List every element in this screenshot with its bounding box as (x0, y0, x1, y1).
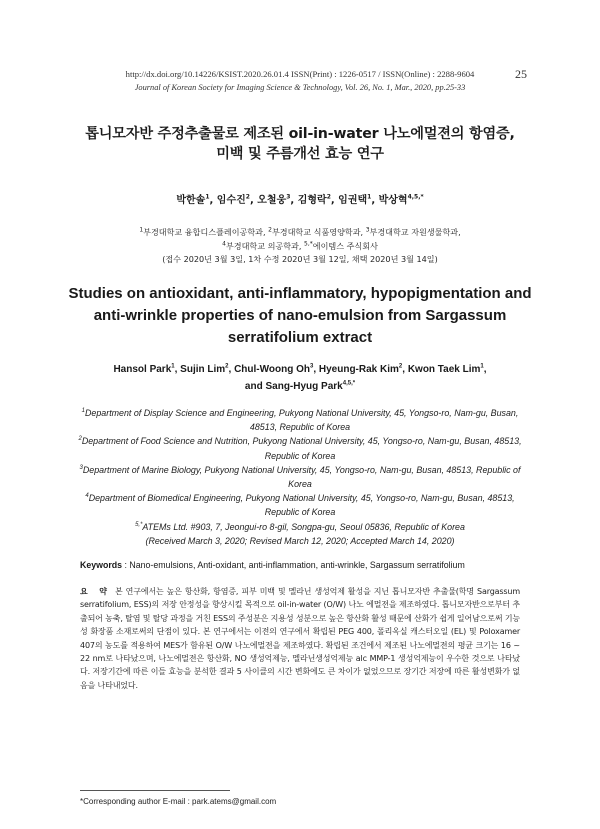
affiliation (70, 406, 530, 434)
corresponding-author-footnote: *Corresponding author E-mail : park.atems@gmail.com (80, 797, 277, 806)
doi-issn-line: http://dx.doi.org/10.14226/KSIST.2020.26.01.4 ISSN(Print) : 1226-0517 / ISSN(Online) : 2288-9604 (125, 69, 475, 79)
author-sup: 1 (205, 193, 210, 201)
author-name: 김형락 (297, 195, 327, 206)
keywords-label: Keywords (80, 560, 123, 570)
korean-affiliation-line (60, 226, 540, 240)
author-sup: 1 (480, 363, 484, 370)
aff-sup: 1 (139, 226, 144, 234)
aff-sup: 1 (81, 408, 86, 415)
affiliation-text: 부경대학교 의공학과, (225, 240, 305, 251)
author-sup: 2 (398, 363, 403, 370)
korean-title-line: 미백 및 주름개선 효능 연구 (216, 146, 384, 162)
author-sup: 3 (309, 363, 314, 370)
keywords-text: : Nano-emulsions, Anti-oxidant, anti-inflammation, anti-wrinkle, Sargassum serratifolium (122, 560, 465, 570)
author-sup: 1 (171, 363, 175, 370)
aff-sup: 3 (365, 226, 370, 234)
author-name: Sujin Lim (180, 364, 226, 375)
author-name: 오철웅 (257, 195, 287, 206)
aff-sup: 5,* (135, 521, 143, 528)
author-name: 임수진 (216, 195, 246, 206)
aff-sup: 2 (268, 226, 272, 234)
author-sup: 4,5,* (407, 193, 424, 201)
author-sup: 2 (326, 193, 331, 201)
page-number: 25 (515, 67, 527, 81)
english-dates: (Received March 3, 2020; Revised March 12, 2020; Accepted March 14, 2020) (145, 535, 455, 546)
korean-title (60, 124, 540, 164)
author-sup: 2 (245, 193, 250, 201)
affiliation-text: Department of Food Science and Nutrition, Pukyong National University, 45, Yongso-ro, Nam-gu, Busan, 48513, Republic of Korea (81, 436, 522, 461)
affiliation-text: 부경대학교 자원생물학과, (369, 227, 461, 237)
abstract-label: 요 약 (80, 587, 111, 596)
footnote-divider (80, 790, 230, 791)
english-affiliations (70, 406, 530, 548)
journal-citation-line: Journal of Korean Society for Imaging Science & Technology, Vol. 26, No. 1, Mar., 2020, pp.25-33 (134, 83, 466, 92)
author-name: Kwon Taek Lim (407, 364, 481, 375)
english-title-line: Studies on antioxidant, anti-inflammatory, hypopigmentation and (68, 285, 532, 302)
author-name: Hyeung-Rak Kim (318, 364, 399, 375)
author-name: and Sang-Hyug Park (244, 381, 343, 392)
affiliation-text: Department of Biomedical Engineering, Pukyong National University, 45, Yongso-ro, Nam-gu, Busan, 48513, Republic of Korea (88, 493, 515, 518)
aff-sup: 3 (79, 464, 83, 471)
affiliation-text: Department of Marine Biology, Pukyong National University, 45, Yongso-ro, Nam-gu, Busan, 48513, Republic of Korea (82, 464, 521, 490)
english-title-line: serratifolium extract (227, 329, 373, 346)
abstract (80, 585, 520, 692)
author-sup: 4,5,* (342, 380, 356, 387)
korean-affiliations (60, 226, 540, 267)
affiliation-text: 에이템스 주식회사 (312, 240, 378, 251)
affiliation-text: Department of Display Science and Engineering, Pukyong National University, 45, Yongso-ro, Nam-gu, Busan, 48513, Republic of Korea (85, 408, 519, 433)
author-sup: 2 (225, 363, 229, 370)
aff-sup: 5,* (304, 239, 313, 247)
author-name: Hansol Park (113, 364, 172, 375)
affiliation-text: 부경대학교 융합디스플레이공학과, (143, 227, 269, 237)
keywords (80, 560, 520, 570)
author-name: 박상혁 (378, 195, 408, 206)
affiliation (70, 463, 530, 491)
english-title (60, 283, 540, 349)
author-name: Chul-Woong Oh (234, 364, 310, 375)
affiliation (70, 491, 530, 519)
author-sup: 1 (367, 193, 372, 201)
aff-sup: 4 (222, 239, 226, 247)
author-name: 임권택 (338, 195, 368, 206)
affiliation (70, 434, 530, 462)
korean-affiliation-line (60, 240, 540, 254)
author-name: 박한솔 (176, 195, 206, 206)
abstract-text: 본 연구에서는 높은 항산화, 항염증, 피부 미백 및 멜라닌 생성억제 활성을 지닌 톱니모자반 추출물(학명 Sargassum serratifolium, ESS)의 저장 안정성을 향상시킬 목적으로 oil-in-water (O/W) 나노 에멀젼을 제조하였다. 톱니모자반으로부터 추출되어 농축, 탈염 및 탈당 과정을 거친 ESS의 주성분은 지용성 성분으로 높은 항산화 활성 때문에 산화가 쉽게 일어남으로써 기능성 화장품 소재로써의 단점이 있다. 본 연구에서는 이전의 연구에서 확립된 PEG 400, 폴리옥실 캐스터오일 (EL) 및 Poloxamer 407의 농도를 적용하여 MES가 함유된 O/W 나노에멀젼을 제조하였다. 확립된 조건에서 제조된 나노에멀젼의 평균 크기는 16 ~ 22 nm로 나타났으며, 나노에멀젼은 항산화, NO 생성억제능, 멜라닌생성억제능 alc MMP-1 생성억제능이 우수한 것으로 나타났다. 저장기간에 따른 이들 효능을 분석한 결과 5 사이클의 시간 변화에도 큰 차이가 없었으므로 장기간 저장에 따른 활성변화가 없음을 나타내었다. (80, 587, 520, 690)
aff-sup: 2 (78, 436, 82, 443)
affiliation-text: 부경대학교 식품영양학과, (271, 227, 366, 237)
korean-dates: (접수 2020년 3월 3일, 1차 수정 2020년 3월 12일, 채택 2020년 3월 14일) (162, 254, 438, 264)
korean-title-line: 톱니모자반 주정추출물로 제조된 oil-in-water 나노에멀젼의 항염증, (85, 126, 515, 142)
affiliation-text: ATEMs Ltd. #903, 7, Jeongui-ro 8-gil, Songpa-gu, Seoul 05836, Republic of Korea (142, 521, 465, 532)
korean-authors: 박한솔$^1$, 임수진$^2$, 오철웅$^3$, 김형락$^2$, 임권택$^1$, 박상혁$^{4,5,*}$ (176, 193, 424, 206)
affiliation (70, 520, 530, 534)
english-authors: Hansol Park$^1$, Sujin Lim$^2$, Chul-Woong Oh$^3$, Hyeung-Rak Kim$^2$, Kwon Taek Lim$^1$, and Sang-Hyug Park$^{4,5,*}$ (113, 363, 487, 392)
english-title-line: anti-wrinkle properties of nano-emulsion from Sargassum (93, 307, 507, 324)
aff-sup: 4 (85, 493, 89, 500)
author-sup: 3 (286, 193, 291, 201)
